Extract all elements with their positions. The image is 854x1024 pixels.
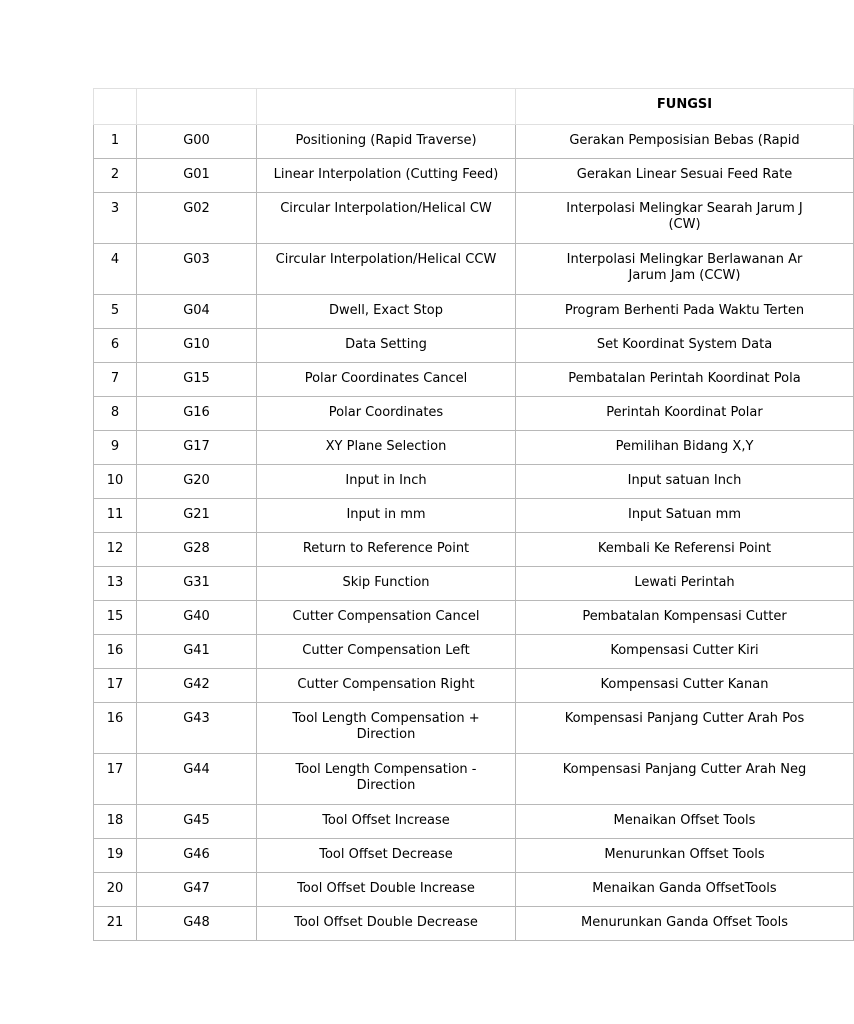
function-cell: Gerakan Linear Sesuai Feed Rate bbox=[516, 159, 854, 193]
description-cell: Cutter Compensation Cancel bbox=[257, 601, 516, 635]
gcode-cell: G48 bbox=[137, 907, 257, 941]
gcode-cell: G04 bbox=[137, 295, 257, 329]
description-cell: Skip Function bbox=[257, 567, 516, 601]
row-number-cell: 7 bbox=[94, 363, 137, 397]
header-row bbox=[94, 89, 854, 125]
description-cell: Circular Interpolation/Helical CCW bbox=[257, 244, 516, 295]
gcode-cell: G43 bbox=[137, 703, 257, 754]
description-cell: Tool Offset Double Decrease bbox=[257, 907, 516, 941]
table-row bbox=[94, 499, 854, 533]
description-line-2: Direction bbox=[356, 778, 416, 793]
gcode-cell: G44 bbox=[137, 754, 257, 805]
table-row bbox=[94, 159, 854, 193]
description-line-1: Tool Length Compensation - bbox=[295, 762, 477, 777]
table-row bbox=[94, 125, 854, 159]
row-number-cell: 12 bbox=[94, 533, 137, 567]
gcode-cell: G47 bbox=[137, 873, 257, 907]
function-cell: Perintah Koordinat Polar bbox=[516, 397, 854, 431]
table-row bbox=[94, 754, 854, 805]
row-number-cell: 17 bbox=[94, 754, 137, 805]
function-cell: Menaikan Ganda OffsetTools bbox=[516, 873, 854, 907]
table-row bbox=[94, 703, 854, 754]
description-cell: Tool Offset Increase bbox=[257, 805, 516, 839]
table-row bbox=[94, 295, 854, 329]
table-row bbox=[94, 873, 854, 907]
description-cell: Cutter Compensation Left bbox=[257, 635, 516, 669]
header-description-cell bbox=[257, 89, 516, 125]
gcode-cell: G46 bbox=[137, 839, 257, 873]
description-cell: Tool Offset Double Increase bbox=[257, 873, 516, 907]
gcode-cell: G41 bbox=[137, 635, 257, 669]
row-number-cell: 5 bbox=[94, 295, 137, 329]
row-number-cell: 3 bbox=[94, 193, 137, 244]
row-number-cell: 17 bbox=[94, 669, 137, 703]
description-cell: Cutter Compensation Right bbox=[257, 669, 516, 703]
gcode-cell: G42 bbox=[137, 669, 257, 703]
table-row bbox=[94, 635, 854, 669]
gcode-cell: G16 bbox=[137, 397, 257, 431]
gcode-cell: G00 bbox=[137, 125, 257, 159]
row-number-cell: 15 bbox=[94, 601, 137, 635]
gcode-cell: G17 bbox=[137, 431, 257, 465]
row-number-cell: 16 bbox=[94, 703, 137, 754]
row-number-cell: 21 bbox=[94, 907, 137, 941]
row-number-cell: 6 bbox=[94, 329, 137, 363]
description-cell: Input in mm bbox=[257, 499, 516, 533]
function-cell: Pembatalan Perintah Koordinat Pola bbox=[516, 363, 854, 397]
row-number-cell: 10 bbox=[94, 465, 137, 499]
table-row bbox=[94, 329, 854, 363]
row-number-cell: 9 bbox=[94, 431, 137, 465]
description-cell: Input in Inch bbox=[257, 465, 516, 499]
function-cell: Menaikan Offset Tools bbox=[516, 805, 854, 839]
gcode-cell: G15 bbox=[137, 363, 257, 397]
function-cell: Kembali Ke Referensi Point bbox=[516, 533, 854, 567]
header-function-cell: FUNGSI bbox=[516, 89, 854, 125]
table-row bbox=[94, 567, 854, 601]
function-cell: Input Satuan mm bbox=[516, 499, 854, 533]
function-cell: Kompensasi Panjang Cutter Arah Pos bbox=[516, 703, 854, 754]
description-cell: Dwell, Exact Stop bbox=[257, 295, 516, 329]
function-cell: Kompensasi Cutter Kanan bbox=[516, 669, 854, 703]
function-cell: Kompensasi Panjang Cutter Arah Neg bbox=[516, 754, 854, 805]
function-cell: Menurunkan Ganda Offset Tools bbox=[516, 907, 854, 941]
table-row bbox=[94, 244, 854, 295]
function-cell: Input satuan Inch bbox=[516, 465, 854, 499]
function-cell: Pemilihan Bidang X,Y bbox=[516, 431, 854, 465]
row-number-cell: 20 bbox=[94, 873, 137, 907]
table-row bbox=[94, 669, 854, 703]
function-cell: Set Koordinat System Data bbox=[516, 329, 854, 363]
description-cell: XY Plane Selection bbox=[257, 431, 516, 465]
gcode-cell: G45 bbox=[137, 805, 257, 839]
table-row bbox=[94, 431, 854, 465]
gcode-table bbox=[93, 88, 854, 941]
description-cell: Polar Coordinates bbox=[257, 397, 516, 431]
description-cell: Return to Reference Point bbox=[257, 533, 516, 567]
function-cell bbox=[516, 193, 854, 244]
table-row bbox=[94, 465, 854, 499]
description-cell: Positioning (Rapid Traverse) bbox=[257, 125, 516, 159]
function-cell: Lewati Perintah bbox=[516, 567, 854, 601]
row-number-cell: 11 bbox=[94, 499, 137, 533]
function-line-2: Jarum Jam (CCW) bbox=[628, 268, 741, 283]
row-number-cell: 2 bbox=[94, 159, 137, 193]
table-row bbox=[94, 193, 854, 244]
function-line-1: Interpolasi Melingkar Berlawanan Ar bbox=[566, 252, 803, 267]
gcode-cell: G02 bbox=[137, 193, 257, 244]
description-line-1: Tool Length Compensation + bbox=[292, 711, 480, 726]
function-cell: Menurunkan Offset Tools bbox=[516, 839, 854, 873]
gcode-cell: G01 bbox=[137, 159, 257, 193]
row-number-cell: 4 bbox=[94, 244, 137, 295]
description-cell: Tool Offset Decrease bbox=[257, 839, 516, 873]
row-number-cell: 18 bbox=[94, 805, 137, 839]
row-number-cell: 13 bbox=[94, 567, 137, 601]
table-row bbox=[94, 533, 854, 567]
gcode-cell: G28 bbox=[137, 533, 257, 567]
header-no-cell bbox=[94, 89, 137, 125]
function-cell bbox=[516, 244, 854, 295]
description-cell bbox=[257, 703, 516, 754]
description-cell: Data Setting bbox=[257, 329, 516, 363]
description-line-2: Direction bbox=[356, 727, 416, 742]
function-cell: Kompensasi Cutter Kiri bbox=[516, 635, 854, 669]
function-cell: Pembatalan Kompensasi Cutter bbox=[516, 601, 854, 635]
table-row bbox=[94, 839, 854, 873]
row-number-cell: 8 bbox=[94, 397, 137, 431]
description-cell: Linear Interpolation (Cutting Feed) bbox=[257, 159, 516, 193]
description-cell: Circular Interpolation/Helical CW bbox=[257, 193, 516, 244]
gcode-cell: G21 bbox=[137, 499, 257, 533]
gcode-cell: G03 bbox=[137, 244, 257, 295]
function-cell: Program Berhenti Pada Waktu Terten bbox=[516, 295, 854, 329]
table-row bbox=[94, 601, 854, 635]
function-line-2: (CW) bbox=[668, 217, 701, 232]
gcode-cell: G31 bbox=[137, 567, 257, 601]
row-number-cell: 1 bbox=[94, 125, 137, 159]
table-row bbox=[94, 363, 854, 397]
row-number-cell: 19 bbox=[94, 839, 137, 873]
row-number-cell: 16 bbox=[94, 635, 137, 669]
table-row bbox=[94, 805, 854, 839]
table-body bbox=[94, 89, 854, 941]
gcode-cell: G20 bbox=[137, 465, 257, 499]
gcode-cell: G10 bbox=[137, 329, 257, 363]
function-cell: Gerakan Pemposisian Bebas (Rapid bbox=[516, 125, 854, 159]
table-row bbox=[94, 397, 854, 431]
header-code-cell bbox=[137, 89, 257, 125]
table-row bbox=[94, 907, 854, 941]
gcode-cell: G40 bbox=[137, 601, 257, 635]
description-cell bbox=[257, 754, 516, 805]
function-line-1: Interpolasi Melingkar Searah Jarum J bbox=[566, 201, 803, 216]
description-cell: Polar Coordinates Cancel bbox=[257, 363, 516, 397]
